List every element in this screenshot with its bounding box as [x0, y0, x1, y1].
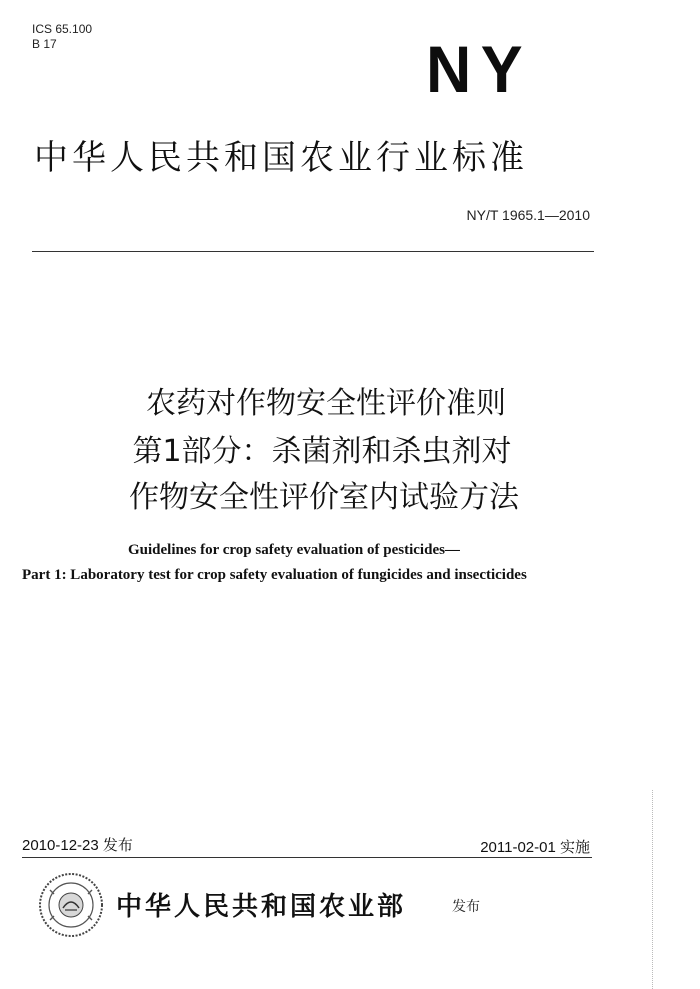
ny-logo: NY	[426, 32, 533, 106]
standard-number: NY/T 1965.1—2010	[466, 207, 590, 223]
ministry-seal-icon	[36, 870, 106, 940]
classification-codes	[32, 22, 92, 52]
publisher-name: 中华人民共和国农业部	[116, 892, 407, 922]
title-cn-line-1: 农药对作物安全性评价准则	[146, 386, 506, 421]
scan-edge-line	[652, 790, 653, 989]
implementation-date: 2011-02-01 实施	[480, 839, 590, 856]
header-divider	[32, 251, 594, 252]
footer-divider	[22, 857, 592, 858]
title-en-line-1: Guidelines for crop safety evaluation of pesticides—	[128, 542, 460, 558]
ccs-code: B 17	[32, 37, 57, 51]
title-cn-line-2: 第1部分：杀菌剂和杀虫剂对	[132, 434, 512, 469]
org-title: 中华人民共和国农业行业标准	[34, 138, 528, 178]
title-cn-line-3: 作物安全性评价室内试验方法	[129, 480, 519, 515]
ics-code: ICS 65.100	[32, 22, 93, 36]
issue-date: 2010-12-23 发布	[22, 837, 133, 854]
title-en-line-2: Part 1: Laboratory test for crop safety evaluation of fungicides and insecticides	[22, 567, 527, 583]
publish-label: 发布	[452, 899, 480, 915]
